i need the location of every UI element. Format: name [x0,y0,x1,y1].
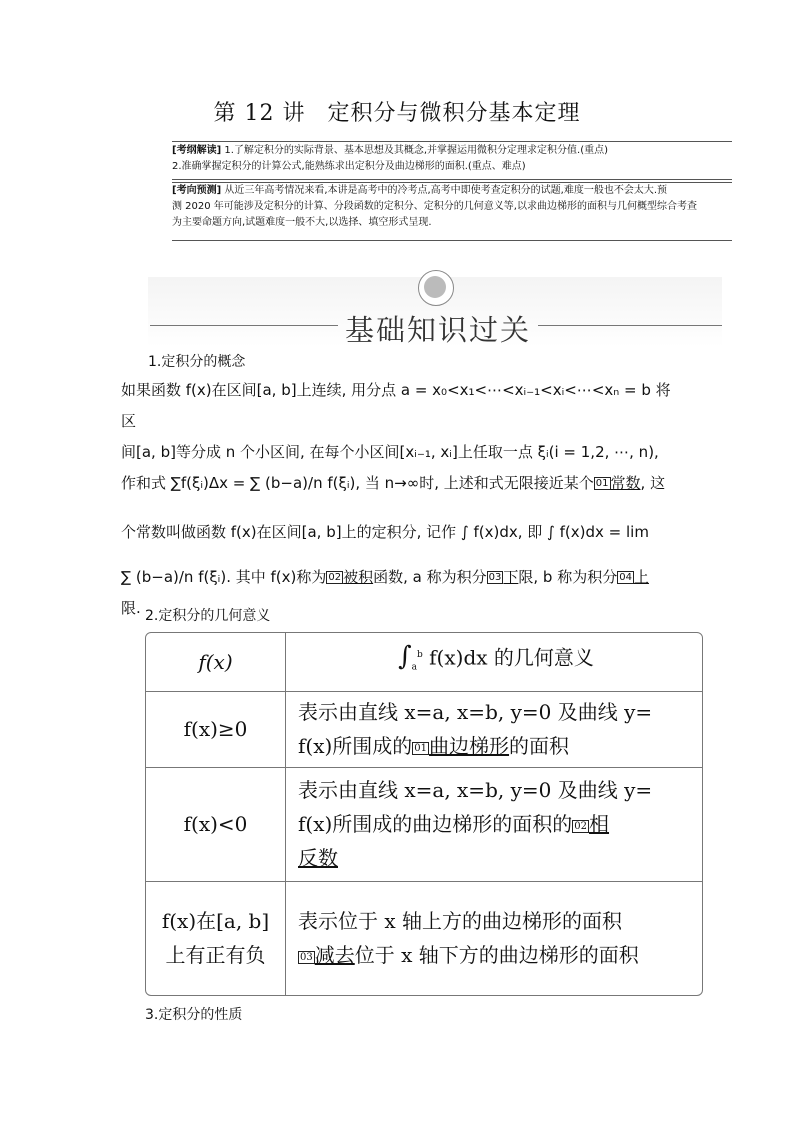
table-row [146,881,702,995]
s1-line5 [121,562,681,593]
r1-answer: 曲边梯形 [429,734,510,758]
outline-label: [考纲解读] [172,145,222,156]
header-meaning-text: f(x)dx 的几何意义 [429,646,594,671]
s1-line3b: , 这 [640,474,666,492]
answer-04: 上 [633,568,649,586]
outline-line2: 2.准确掌握定积分的计算公式,能熟练求出定积分及曲边梯形的面积.(重点、难点) [172,161,526,172]
cell-r1c2 [286,691,703,767]
page-title [0,96,794,127]
forecast-line2: 测 2020 年可能涉及定积分的计算、分段函数的定积分、定积分的几何意义等,以求曲边梯形的面积与几何概型综合考查 [172,201,697,212]
header-cell-meaning: $\int_a^b$ f(x)dx 的几何意义 [286,633,703,691]
r3-text: 位于 x 轴下方的曲边梯形的面积 [354,943,639,968]
answer-03: 下 [503,568,519,586]
banner-line-left [150,325,338,326]
r1-tail: 的面积 [509,734,570,758]
r2-line2 [298,807,694,841]
r2-line1: 表示由直线 x=a, x=b, y=0 及曲线 y= [298,778,653,802]
cell-r2c1: f(x)<0 [146,767,286,881]
blank-01-marker: 01 [595,478,609,489]
section1-body [121,375,681,624]
answer-01: 常数 [610,474,641,492]
banner-title: 基础知识过关 [344,313,531,347]
r3-marker: 03 [300,952,313,964]
r1-marker: 01 [414,743,428,754]
s1-line2: 间[a, b]等分成 n 个小区间, 在每个小区间[xᵢ₋₁, xᵢ]上任取一点 ξᵢ(i = 1,2, ⋯, n), [121,443,659,461]
cell-r2c2 [286,767,703,881]
cell-r3c2 [286,881,703,995]
table-row [146,767,702,881]
lecture-number: 第 12 讲 [213,101,306,126]
blank-04-marker: 04 [619,572,632,583]
geometric-meaning-table [145,632,703,996]
blank-02-marker: 02 [328,572,342,583]
answer-02: 被积 [343,568,374,586]
s1-line6: 限. [121,599,141,617]
forecast-label: [考向预测] [172,185,222,196]
cell-r3c1 [146,881,286,995]
s1-line3 [121,468,681,499]
bell-icon [418,270,454,306]
r3c1-line1: f(x)在[a, b] [161,909,270,934]
blank-03-marker: 03 [488,572,502,583]
s1-line5a: ∑ (b−a)/n f(ξᵢ). 其中 f(x)称为 [121,568,327,586]
r1-line2 [298,729,694,763]
banner-line-right [538,325,722,326]
s1-line5c: 限, b 称为积分 [518,568,618,586]
header-cell-fx [146,633,286,691]
forecast-line1: 从近三年高考情况来看,本讲是高考中的冷考点,高考中即使考查定积分的试题,难度一般也不会太大.预 [224,185,668,196]
forecast-box [172,182,732,241]
table-row [146,633,702,691]
s1-line4: 个常数叫做函数 f(x)在区间[a, b]上的定积分, 记作 ∫ f(x)dx, 即 ∫ f(x)dx = lim [121,523,649,541]
s1-line1: 如果函数 f(x)在区间[a, b]上连续, 用分点 a = x₀<x₁<⋯<xᵢ₋₁<xᵢ<⋯<xₙ = b 将区 [121,381,671,430]
section2-heading: 2.定积分的几何意义 [145,608,271,624]
section3-heading: 3.定积分的性质 [145,1007,243,1023]
r1-text: f(x)所围成的 [298,734,413,758]
r1-line1: 表示由直线 x=a, x=b, y=0 及曲线 y= [298,700,653,724]
r2-answer-b: 反数 [298,846,338,870]
outline-line1: 1.了解定积分的实际背景、基本思想及其概念,并掌握运用微积分定理求定积分值.(重点) [224,145,609,156]
table-row [146,691,702,767]
outline-box [172,141,732,180]
r3-line2 [298,938,694,972]
r2-answer-a: 相 [589,812,610,836]
r3c1-line2: 上有正有负 [165,943,266,968]
s1-line5b: 函数, a 称为积分 [373,568,487,586]
r3-line1: 表示位于 x 轴上方的曲边梯形的面积 [298,909,622,934]
cell-r1c1: f(x)≥0 [146,691,286,767]
integral-sign: ∫ [398,642,412,673]
header-fx-text: f(x) [198,649,233,674]
section1-heading: 1.定积分的概念 [148,354,246,370]
lecture-name: 定积分与微积分基本定理 [327,101,581,126]
r3-answer: 减去 [314,943,355,968]
r2-text: f(x)所围成的曲边梯形的面积的 [298,812,573,836]
s1-line3a: 作和式 ∑f(ξᵢ)Δx = ∑ (b−a)/n f(ξᵢ), 当 n→∞时, 上述和式无限接近某个 [121,474,594,492]
forecast-line3: 为主要命题方向,试题难度一般不大,以选择、填空形式呈现. [172,217,432,228]
r2-marker: 02 [574,821,588,832]
